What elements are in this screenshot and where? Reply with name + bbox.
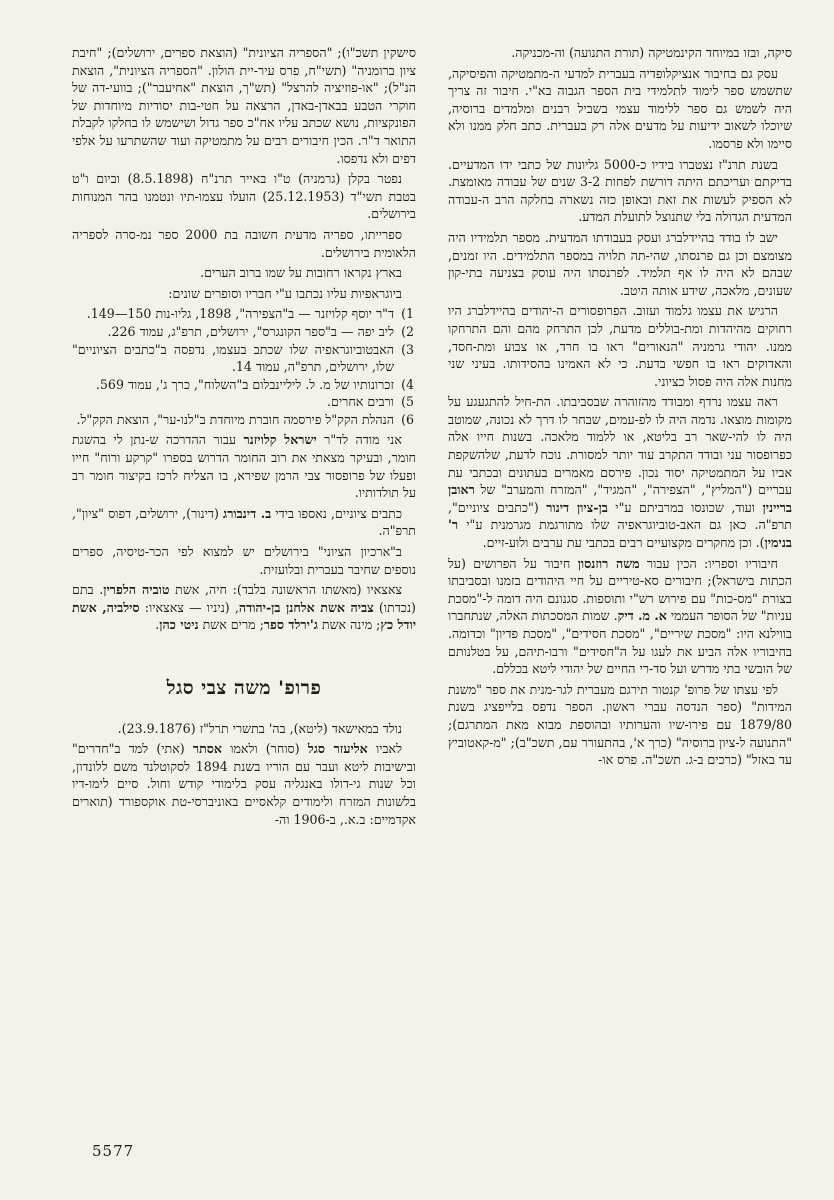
person-name: ראובן בריינין [448, 482, 792, 515]
text-run: צאצאיו (מאשתו הראשונה בלבד): חיה, אשת [175, 582, 402, 598]
text-run: חיבור על הפרושים (על הכתות בישראל); חיבורים סא-טיריים על חיי היהודים בזמנו ובסביבתו בצורת "מס-כות" עם פירוש רש"י ותוספות. סגנונם היה דומה ל-"מסכת עניות" של הסופר העממי [448, 555, 792, 624]
text-run: כתבים ציוניים, נאספו בידי [275, 505, 402, 521]
paragraph: נפטר בקלן (גרמניה) ט"ו באייר תרנ"ח (8.5.1898) וביום ו"ט בטבת תשי"ד (25.12.1953) הועלו עצמו-תיו ונטמנו בהר המנוחות בירושלים. [72, 171, 416, 222]
person-name: ניטי כהן [159, 617, 199, 633]
list-number: 1) [401, 306, 414, 322]
paragraph [72, 740, 416, 828]
list-number: 5) [401, 394, 414, 410]
person-name: א. מ. דיק [617, 608, 667, 624]
section-heading: פרופ' משה צבי סגל [166, 677, 322, 699]
paragraph: בשנת תרנ"ז נצטברו בידיו כ-5000 גליונות של כתבי ידו המדעיים. בדיקתם ועריכתם היתה דורשת לפחות 3-2 שנים של עבודה מאומצת. לא הספיק לעשות את זאת ובאופן כזה נשארה בחלקה הרב ה-עבודה המדעית הגדולה בלי שתנוצל לתועלת המדע. [448, 156, 792, 225]
document-page [72, 44, 792, 1154]
paragraph [448, 555, 792, 678]
person-name: בן-ציון דינור [546, 499, 608, 515]
list-text: ליב יפה — ב"ספר הקונגרס", ירושלים, תרפ"ג, עמוד 226. [107, 323, 394, 339]
text-run: עבור ההדרכה ש-נתן לי בהשגת חומר, ובעיקר מצאתי את רוב החומר הדרוש בספרו "קרקע ורוח" חייו ופעלו של פרופסור צבי הרמן שפירא, בו הצליח לרכז בקיצור חומר רב על תולדותיו. [72, 432, 416, 501]
paragraph: סיקה, ובזו במיוחד הקינמטיקה (תורת התנועה) וה-מכניקה. [511, 45, 792, 60]
page-number: 5577 [92, 1142, 135, 1160]
text-run: ועוד, שכונסו במרביתם ע"י [615, 499, 755, 515]
text-run: (דינור), ירושלים, דפוס "ציון", תרפ"ה. [72, 505, 416, 539]
list-item [72, 341, 414, 376]
paragraph: ספרייתו, ספריה מדעית חשובה בת 2000 ספר נמ-סרה לספריה הלאומית בירושלים. [72, 226, 416, 260]
person-name: משה רוזנסון [577, 555, 640, 571]
paragraph: ביוגראפיות עליו נכתבו ע"י חבריו וסופרים שונים: [168, 285, 402, 301]
person-name: ב. דינבורג [223, 505, 272, 521]
text-run: (אתי) למד ב"חדרים" ובישיבות ליטא ועבר עם הוריו בשנת 1894 לסקוטלנד משם ללונדון, וכל שנות גי-דולו באנגליה עסק בלימודי קודש וחול. סיים לימו-דיו בלשונות המזרח ולימודים קלאסיים באוניברסי-טת אוקספורד (תוארים אקדמיים: ב.א., ב-1906 וה- [72, 741, 416, 827]
paragraph: ב"ארכיון הציוני" בירושלים יש למצוא לפי הכר-טיסיה, ספרים נוספים שחיבר בעברית ובלועזית. [72, 544, 416, 577]
paragraph [72, 581, 416, 634]
person-name: טוביה הלפרין [103, 582, 170, 598]
person-name: ג'ירלד ספר [263, 617, 318, 633]
person-name: סילביה, אשת יודל כץ [72, 599, 416, 633]
person-name: אסתר [192, 741, 223, 757]
list-item [72, 411, 414, 429]
person-name: צביה אשת אלחנן בן-יהודה [238, 599, 374, 615]
left-column [72, 44, 416, 1154]
paragraph: ישב לו בודד בהיידלברג ועסק בעבודתו המדעית. מספר תלמידיו היה מצומצם וכן גם פרנסתו, שהי-תה תלויה במספר התלמידים. היו זמנים, שבהם לא היה לו אף תלמיד. לפרנסתו היה עוסק בצניעה בתי-קון שעונים, מלאכה, שידע אותה היטב. [448, 229, 792, 298]
text-run: ; מרים אשת [202, 617, 264, 633]
list-text: ד"ר יוסף קלויזנר — ב"הצפירה", 1898, גליו-נות 150—149. [86, 306, 394, 322]
list-number: 3) [401, 341, 414, 357]
paragraph [72, 505, 416, 540]
text-run: (סוחר) ולאמו [230, 741, 300, 757]
paragraph: עסק גם בחיבור אנציקלופדיה בעברית למדעי ה-מתמטיקה והפיסיקה, שתשמש ספר לימוד לתלמידי בית הספר הגבוה בא"י. חיבור זה צריך היה לשמש גם ספר ללימוד עצמי בשביל רבנים ומלמדים ברוסיה, שיוכלו לשאוב ידיעות על מדעים אלה רק בעברית. כתב חלק ממנו ולא סיימו ולא פרסמו. [448, 65, 792, 151]
paragraph: נולד במאישאד (ליטא), בה' בתשרי תרל"ז (23.9.1876). [117, 720, 402, 736]
list-item [72, 305, 414, 323]
text-run: . שמות המסכתות האלה, שנתחברו בווילנא היו: "מסכת שיריים", "מסכת חסידים", "מסכת פדיון" וכדומה. בחיבוריו אלה הביע את לעגו על ה"חסידים" ורבו-תיהם, על בטלנותם של הובשי בתי מדרש ועל סד-רי החיים של יהודי ליטא בכללם. [448, 608, 792, 677]
text-run: ראה עצמו נרדף ומבודד מהזוהרה שבסביבתו. הת-חיל להתגעגע על מקומות מוצאו. נדמה היה לו לפ-עמים, שבחר לו דרך לא נכונה, שמוטב היה לו להי-שאר רב בליטא, או ללמוד מלאכה. בשנות חייו אלה כפרופסור עני ובודד התקרב עוד יותר למסורת. נוכח לדעת, שלהשקפת אביו על המתמטיקה יסוד נכון. פירסם מאמרים בעתונים ובכתבי עת עבריים ("המליץ", "הצפירה", "המגיד", "המזרח והמערב" של [448, 394, 792, 498]
list-number: 6) [401, 411, 414, 427]
text-run: ). וכן מחקרים מקצועיים רבים בכתבי עת ערבים ולוע-זיים. [482, 535, 765, 551]
paragraph: סישקין תשכ"ו); "הספריה הציונית" (הוצאת ספרים, ירושלים); "חיבת ציון ברומניה" (תשי"ח, פרס עיר-יית הולון. "הספריה הציונית", הוצאת הנ"ל); "או-פוזיציה להרצל" (תש"ך, הוצאת "אחיעבר"); בוועי-דה של חוקרי הטבע בבאדן-באדן, הרצאה על חטי-בות יסודיות מיוחדות של הפונקציות, נושא שכתב עליו אח"כ ספר גדול ושישמש לו בחלקו לקבלת התואר ד"ר. הכין חיבורים רבים על מתמטיקה ועוד שהשתרעו על אלפי דפים ולא נדפסו. [72, 45, 416, 166]
text-run: לאביו [375, 741, 402, 757]
list-number: 2) [401, 323, 414, 339]
text-run: , (ניניו — צאצאיו: [144, 599, 239, 615]
paragraph [448, 393, 792, 551]
list-number: 4) [401, 376, 414, 392]
text-run: אני מודה לד"ר [324, 432, 402, 448]
person-name: ישראל קלויזנר [243, 432, 317, 448]
text-run: חיבוריו וספריו: הכין עבור [646, 555, 778, 571]
text-run: ("כתבים ציוניים", תרפ"ה. כאן גם האב-טוביוגראפיה שלו מתורגמת מגרמנית ע"י [448, 499, 792, 533]
person-name: ר' בנימין [448, 517, 792, 551]
biography-list [72, 305, 416, 428]
list-item [72, 393, 414, 411]
list-text: ורבים אחרים. [326, 394, 394, 410]
paragraph [72, 431, 416, 501]
list-item [72, 376, 414, 394]
person-name: אליעזר סגל [307, 741, 368, 757]
right-column [448, 44, 792, 1154]
text-run: ; מינה אשת [321, 617, 381, 633]
paragraph: לפי עצתו של פרופ' קנטור תירגם מעברית לגר-מנית את ספר "משנת המידות" (ספר הנדסה עברי ראשון. הספר נדפס בלייפציג בשנת 1879/80 עם פירו-שיו והערותיו ובהוספת מבוא מאת המתרגם); "התנועה ל-ציון ברוסיה" (כרך א', בהתעורר עם, תשכ"ב); "מ-קאטוביץ עד באזל" (כרכים ב-ג. תשכ"ה. פרס או- [448, 681, 792, 768]
text-run: . בתם (נכדתו) [72, 582, 416, 615]
paragraph: בארץ נקראו רחובות על שמו ברוב הערים. [200, 265, 402, 281]
text-run: . [155, 617, 160, 633]
list-text: הנהלת הקק"ל פירסמה חוברת מיוחדת ב"לנו-ער", הוצאת הקק"ל. [76, 411, 394, 427]
list-text: זכרונותיו של מ. ל. ליליינבלום ב"השלוח", כרך ג', עמוד 569. [95, 376, 394, 392]
paragraph: הרגיש את עצמו גלמוד ועזוב. הפרופסורים ה-יהודים בהיידלברג היו רחוקים מהיהדות ומת-בוללים מדעת, לכן התרחק מהם והם התרחקו ממנו. יהודי גרמניה "הנאורים" ראו בו חרד, או צבוע ומת-חסד, והאדוקים ראו בו חפשי בדעת. כי לא האמינו בהסידותו. בעיני שני מחנות אלה היה פסול כציוני. [448, 303, 792, 389]
list-item [72, 323, 414, 341]
list-text: האבטוביוגראפיה שלו שכתב בעצמו, נדפסה ב"כתבים הציוניים" שלו, ירושלים, תרפ"ה, עמוד 14. [72, 341, 394, 375]
